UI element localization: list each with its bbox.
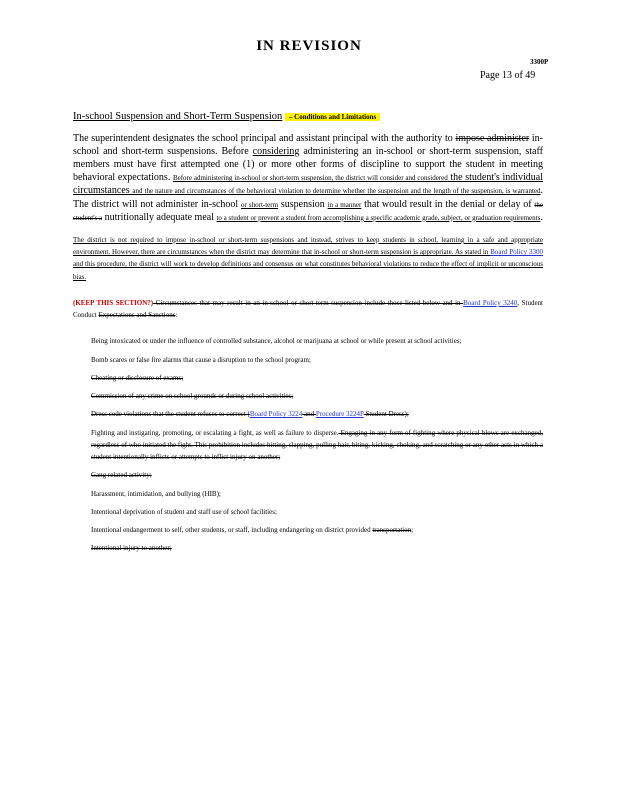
item-text: Intentional deprivation of student and staff use of school facilities; [91,507,277,516]
p2-a: The district is not required to impose in-school or short-term suspensions and instead, strives to keep students in school, learning in a safe and appropriate environment. However, there are circumstances when the district may determine that in-school or short-term suspension is appropriate. As stated in [73,235,543,257]
p1-p: to a student or prevent a student from accomplishing a specific academic grade, subject, or graduation requirements [216,213,541,222]
p1-b: impose administer [455,132,530,144]
p1-g: the student's individual circumstances [73,172,543,197]
circumstances-list [73,335,543,554]
item-text: Bomb scares or false fire alarms that cause a disruption to the school program; [91,355,311,364]
p1-i: . The district will not administer in-school [73,185,543,210]
list-item [73,427,543,464]
authority-paragraph [73,132,543,224]
p1-j: or short-term [241,200,279,209]
list-item [73,469,543,481]
p3-d: : [175,311,178,320]
list-item [73,390,543,402]
list-item [73,542,543,554]
item-text: Cheating or disclosure of exams; [91,373,184,382]
item-text: Harassment, intimidation, and bullying (HIB); [91,489,221,498]
circumstances-paragraph [73,297,543,322]
p1-a: The superintendent designates the school principal and assistant principal with the authority to [73,132,456,144]
list-item [73,354,543,366]
revision-title: IN REVISION [256,38,362,54]
item-text: Being intoxicated or under the influence of controlled substance, alcohol or marijuana at school or while present at school activities; [91,337,462,346]
p1-d: considering [252,145,300,157]
document-body [73,110,543,561]
board-policy-3300-link[interactable]: Board Policy 3300 [490,248,544,257]
item-text: Gang related activity; [91,471,152,480]
page-number: Page 13 of 49 [480,70,536,81]
board-policy-3224-link[interactable]: Board Policy 3224 [249,410,303,419]
list-item [73,372,543,384]
p3-c: , Student Conduct [73,298,543,320]
p1-e: administering an in-school or short-term suspension, staff members must have first attempted one (1) or more other forms of discipline to support the student in meeting behavioral expectations. [73,145,543,184]
p1-l: in a manner [327,200,362,209]
item-text-end: Student Dress); [363,410,409,419]
section-heading [73,110,543,124]
procedure-3224p-link[interactable]: Procedure 3224P [315,410,364,419]
list-item [73,524,543,536]
item-text: Commission of any crime on school grounds or during school activities; [91,392,294,401]
item-text: Fighting and instigating, promoting, or escalating a fight, as well as failure to disperse. [91,428,339,437]
p1-q: . [540,211,543,223]
p1-o: nutritionally adequate meal [102,211,217,223]
p1-n: the student's a [73,200,543,222]
item-text: Intentional injury to another; [91,544,172,553]
item-text-struck: Engaging in any form of fighting where physical blows are exchanged, regardless of who initiated the fight. This prohibition includes hitting, slapping, pulling hair, biting, kicking, choking, and scratching or any other acts in which a student intentionally inflicts or attempts to inflict injury on another; [91,428,544,462]
item-text-end: ; [411,526,414,535]
p1-k: suspension [278,198,328,210]
board-policy-3240-link[interactable]: Board Policy 3240 [463,298,518,307]
heading-text: In-school Suspension and Short-Term Suspension [73,111,283,122]
p2-b: and this procedure, the district will work to develop definitions and consensus on what constitutes behavioral violations to reduce the effect of implicit or unconscious bias. [73,260,543,281]
p1-m: that would result in the denial or delay of [361,198,535,210]
item-text-struck: transportation [372,526,412,535]
list-item [73,408,543,420]
p1-f: Before administering in-school or short-term suspension, the district will consider and considered [172,174,448,183]
district-paragraph [73,234,543,283]
keep-section-note: (KEEP THIS SECTION?) [73,298,154,307]
item-text: Intentional endangerment to self, other students, or staff, including endangering on district provided [91,526,373,535]
p3-struck-a: Circumstances that may result in an in-school or short-term suspension include those listed below and in [153,298,464,307]
item-text-and: and [302,410,316,419]
p1-h: and the nature and circumstances of the behavioral violation to determine whether the suspension and the length of the suspension, is warranted [132,187,541,196]
item-text: Dress code violations that the student refuses to correct ( [91,410,250,419]
list-item [73,506,543,518]
heading-highlight: – Conditions and Limitations [285,113,380,121]
p3-struck-b: Expectations and Sanctions [98,311,176,320]
list-item [73,335,543,347]
list-item [73,488,543,500]
p1-c: in-school and short-term suspensions. Before [73,132,544,157]
procedure-code: 3300P [530,58,549,66]
